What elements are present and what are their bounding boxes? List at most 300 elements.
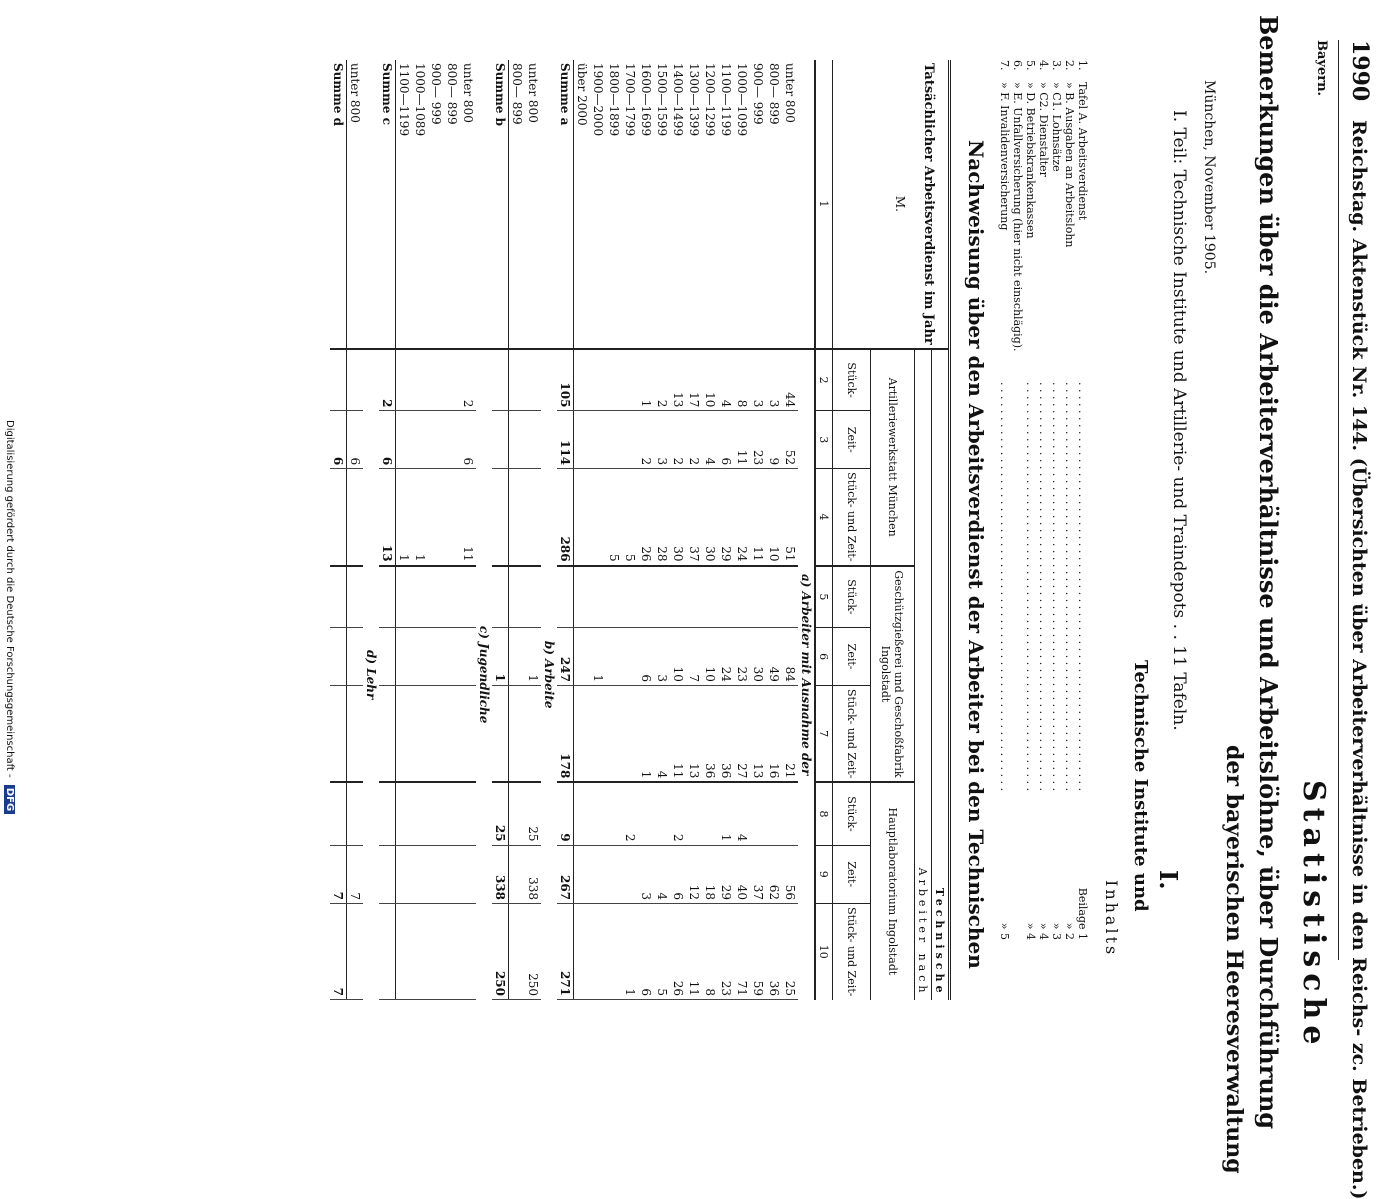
table-row bbox=[347, 60, 364, 1000]
table-cell bbox=[492, 349, 509, 411]
row-label: 800— 899 bbox=[766, 60, 782, 349]
section-heading-row bbox=[798, 60, 815, 1000]
table-cell: 59 bbox=[750, 904, 766, 1000]
table-cell: 286 bbox=[557, 469, 574, 566]
row-label: Summe c bbox=[379, 60, 396, 349]
table-cell: 6 bbox=[670, 845, 686, 903]
table-cell: 5 bbox=[622, 469, 638, 566]
table-cell bbox=[444, 469, 460, 566]
table-cell: 6 bbox=[379, 411, 396, 469]
table-cell bbox=[347, 782, 364, 845]
table-cell bbox=[412, 349, 428, 411]
table-cell bbox=[396, 411, 413, 469]
table-cell bbox=[509, 628, 526, 686]
table-cell: 6 bbox=[638, 904, 654, 1000]
table-cell: 338 bbox=[492, 845, 509, 903]
table-cell: 114 bbox=[557, 411, 574, 469]
group-sub: Arbeiter nach bbox=[915, 349, 932, 1000]
table-cell bbox=[606, 566, 622, 628]
table-cell bbox=[718, 566, 734, 628]
table-cell: 3 bbox=[638, 845, 654, 903]
table-cell: 23 bbox=[734, 628, 750, 686]
subcolumn-header: Zeit- bbox=[833, 628, 871, 686]
row-label: 1000—1089 bbox=[412, 60, 428, 349]
subcolumn-header: Zeit- bbox=[833, 411, 871, 469]
table-cell bbox=[525, 469, 541, 566]
table-cell bbox=[606, 782, 622, 845]
row-label: über 2000 bbox=[574, 60, 591, 349]
table-cell: 13 bbox=[379, 469, 396, 566]
table-cell bbox=[574, 845, 591, 903]
table-cell bbox=[347, 349, 364, 411]
row-label: 1900—2000 bbox=[590, 60, 606, 349]
table-cell: 51 bbox=[782, 469, 798, 566]
row-label: unter 800 bbox=[460, 60, 476, 349]
table-cell bbox=[509, 349, 526, 411]
table-cell bbox=[670, 566, 686, 628]
heading-word: Statistische bbox=[1296, 780, 1331, 1051]
row-label: unter 800 bbox=[525, 60, 541, 349]
table-cell bbox=[412, 685, 428, 782]
table-cell: 247 bbox=[557, 628, 574, 686]
sum-row bbox=[379, 60, 396, 1000]
table-cell bbox=[622, 845, 638, 903]
row-label: unter 800 bbox=[347, 60, 364, 349]
table-cell bbox=[428, 411, 444, 469]
table-cell bbox=[396, 349, 413, 411]
table-cell: 13 bbox=[750, 685, 766, 782]
table-cell bbox=[396, 628, 413, 686]
table-cell: 84 bbox=[782, 628, 798, 686]
table-cell: 2 bbox=[670, 411, 686, 469]
table-cell: 30 bbox=[750, 628, 766, 686]
table-cell bbox=[428, 782, 444, 845]
row-label: 800— 899 bbox=[509, 60, 526, 349]
table-row bbox=[460, 60, 476, 1000]
table-cell: 8 bbox=[734, 349, 750, 411]
row-label: 900— 999 bbox=[428, 60, 444, 349]
table-cell: 6 bbox=[718, 411, 734, 469]
table-cell bbox=[347, 685, 364, 782]
table-cell bbox=[638, 566, 654, 628]
table-cell: 7 bbox=[330, 904, 347, 1000]
group-header-3: Hauptlaboratorium Ingolstadt bbox=[871, 782, 915, 999]
table-row bbox=[590, 60, 606, 1000]
funding-note bbox=[4, 420, 15, 814]
table-cell: 30 bbox=[702, 469, 718, 566]
row-label: Summe a bbox=[557, 60, 574, 349]
table-title: Nachweisung über den Arbeitsverdienst der Arbeiter bei den Technischen bbox=[964, 140, 988, 969]
table-cell: 16 bbox=[766, 685, 782, 782]
table-cell bbox=[509, 411, 526, 469]
table-row bbox=[718, 60, 734, 1000]
roman-one: I. bbox=[1154, 870, 1183, 890]
section-heading-row bbox=[363, 60, 379, 1000]
table-cell: 1 bbox=[638, 685, 654, 782]
table-cell: 25 bbox=[525, 782, 541, 845]
table-cell bbox=[396, 904, 413, 1000]
table-cell bbox=[702, 566, 718, 628]
table-cell bbox=[379, 628, 396, 686]
table-cell bbox=[412, 628, 428, 686]
table-cell: 7 bbox=[347, 845, 364, 903]
row-label: Summe d bbox=[330, 60, 347, 349]
table-cell bbox=[330, 566, 347, 628]
table-cell bbox=[396, 566, 413, 628]
header-rule bbox=[1338, 40, 1339, 960]
section-heading-row bbox=[476, 60, 492, 1000]
table-cell bbox=[412, 904, 428, 1000]
table-cell: 28 bbox=[654, 469, 670, 566]
table-cell bbox=[460, 904, 476, 1000]
table-cell bbox=[622, 411, 638, 469]
table-cell bbox=[330, 349, 347, 411]
table-cell bbox=[509, 904, 526, 1000]
table-row bbox=[686, 60, 702, 1000]
subcolumn-header: Stück- und Zeit- bbox=[833, 904, 871, 1000]
table-cell bbox=[574, 411, 591, 469]
table-cell bbox=[702, 782, 718, 845]
table-cell bbox=[460, 782, 476, 845]
table-cell bbox=[509, 782, 526, 845]
table-cell: 4 bbox=[702, 411, 718, 469]
section-title: d) Lehr bbox=[364, 649, 378, 700]
table-cell bbox=[412, 566, 428, 628]
table-cell: 6 bbox=[638, 628, 654, 686]
table-row bbox=[525, 60, 541, 1000]
row-label: 900— 999 bbox=[750, 60, 766, 349]
table-cell: 4 bbox=[654, 845, 670, 903]
table-cell bbox=[460, 685, 476, 782]
section-title: c) Jugendliche bbox=[477, 625, 491, 724]
subcolumn-header: Stück- bbox=[833, 566, 871, 628]
table-cell: 1 bbox=[412, 469, 428, 566]
table-cell: 62 bbox=[766, 845, 782, 903]
table-cell: 11 bbox=[670, 685, 686, 782]
table-cell bbox=[444, 904, 460, 1000]
table-cell: 6 bbox=[347, 411, 364, 469]
row-label: 1600—1699 bbox=[638, 60, 654, 349]
column-number: 6 bbox=[815, 628, 833, 686]
subcolumn-header: Stück- und Zeit- bbox=[833, 469, 871, 566]
table-cell bbox=[622, 349, 638, 411]
table-cell: 25 bbox=[492, 782, 509, 845]
table-cell bbox=[330, 469, 347, 566]
table-cell bbox=[330, 782, 347, 845]
table-cell: 13 bbox=[686, 685, 702, 782]
toc-item: 7. » F. Invalidenversicherung . . . . . . . . . . . . . . . . . . . . . . . . . . . . . . . . . . . . . . . . . . . . . . . . . . . . . . . . . . . » 5 bbox=[998, 60, 1011, 940]
table-cell: 7 bbox=[686, 628, 702, 686]
table-cell bbox=[396, 782, 413, 845]
table-cell bbox=[525, 685, 541, 782]
table-cell bbox=[379, 685, 396, 782]
table-cell: 11 bbox=[734, 411, 750, 469]
row-label: 1300—1399 bbox=[686, 60, 702, 349]
column-number: 4 bbox=[815, 469, 833, 566]
table-cell bbox=[428, 566, 444, 628]
subcolumn-header: Stück- und Zeit- bbox=[833, 685, 871, 782]
toc-item: 2. » B. Ausgaben an Arbeitslohn . . . . . . . . . . . . . . . . . . . . . . . . . . . . . . . . . . . . . . . . . . . . . . . . . . . . . . . . . . . » 2 bbox=[1063, 60, 1076, 940]
table-row bbox=[654, 60, 670, 1000]
row-label: 1200—1299 bbox=[702, 60, 718, 349]
table-cell bbox=[622, 685, 638, 782]
table-cell bbox=[622, 566, 638, 628]
table-row bbox=[574, 60, 591, 1000]
table-cell bbox=[590, 349, 606, 411]
sum-row bbox=[492, 60, 509, 1000]
table-cell: 1 bbox=[718, 782, 734, 845]
table-cell: 24 bbox=[734, 469, 750, 566]
column-number: 10 bbox=[815, 904, 833, 1000]
table-cell: 2 bbox=[654, 349, 670, 411]
row-label: 800— 899 bbox=[444, 60, 460, 349]
table-row bbox=[702, 60, 718, 1000]
column-number: 2 bbox=[815, 349, 833, 411]
table-cell bbox=[428, 685, 444, 782]
table-cell bbox=[574, 566, 591, 628]
table-cell bbox=[525, 566, 541, 628]
table-cell: 52 bbox=[782, 411, 798, 469]
table-cell bbox=[396, 685, 413, 782]
table-cell bbox=[750, 566, 766, 628]
section-label-spacer bbox=[363, 60, 379, 349]
table-cell bbox=[766, 566, 782, 628]
table-cell: 49 bbox=[766, 628, 782, 686]
table-cell: 4 bbox=[654, 685, 670, 782]
table-cell: 8 bbox=[702, 904, 718, 1000]
table-row bbox=[622, 60, 638, 1000]
table-cell bbox=[557, 566, 574, 628]
table-cell: 37 bbox=[750, 845, 766, 903]
table-cell bbox=[590, 685, 606, 782]
table-cell bbox=[654, 782, 670, 845]
table-row bbox=[638, 60, 654, 1000]
table-cell: 27 bbox=[734, 685, 750, 782]
group-top: Technische bbox=[932, 349, 949, 1000]
table-cell bbox=[509, 469, 526, 566]
table-cell: 37 bbox=[686, 469, 702, 566]
table-cell bbox=[574, 782, 591, 845]
funding-note-text: Digitalisierung gefördert durch die Deutsche Forschungsgemeinschaft - bbox=[4, 420, 15, 778]
table-cell bbox=[574, 469, 591, 566]
table-cell bbox=[734, 566, 750, 628]
group-header-1: Artilleriewerkstatt München bbox=[871, 349, 915, 566]
table-cell bbox=[492, 411, 509, 469]
table-cell bbox=[590, 904, 606, 1000]
row-label: Summe b bbox=[492, 60, 509, 349]
section-title: b) Arbeite bbox=[542, 640, 556, 709]
section-title: Technische Institute und bbox=[1130, 660, 1151, 912]
table-cell: 21 bbox=[782, 685, 798, 782]
table-cell: 10 bbox=[702, 349, 718, 411]
state-label: Bayern. bbox=[1314, 40, 1329, 97]
table-cell bbox=[444, 628, 460, 686]
table-cell: 11 bbox=[686, 904, 702, 1000]
table-cell: 24 bbox=[718, 628, 734, 686]
subcolumn-header: Zeit- bbox=[833, 845, 871, 903]
table-cell bbox=[492, 685, 509, 782]
sum-row bbox=[557, 60, 574, 1000]
table-cell: 23 bbox=[750, 411, 766, 469]
table-cell bbox=[412, 845, 428, 903]
place-date: München, November 1905. bbox=[1201, 80, 1217, 275]
dfg-logo: DFG bbox=[4, 785, 15, 814]
table-cell: 13 bbox=[670, 349, 686, 411]
table-cell bbox=[444, 685, 460, 782]
table-cell bbox=[590, 845, 606, 903]
table-row bbox=[782, 60, 798, 1000]
table-cell bbox=[428, 845, 444, 903]
column-number: 8 bbox=[815, 782, 833, 845]
table-cell: 1 bbox=[622, 904, 638, 1000]
table-cell bbox=[412, 411, 428, 469]
table-cell: 7 bbox=[330, 845, 347, 903]
table-cell: 12 bbox=[686, 845, 702, 903]
table-cell: 2 bbox=[379, 349, 396, 411]
table-cell bbox=[428, 349, 444, 411]
table-cell bbox=[379, 782, 396, 845]
table-cell bbox=[330, 685, 347, 782]
corner-unit: M. bbox=[893, 195, 907, 212]
table-cell: 9 bbox=[766, 411, 782, 469]
table-cell bbox=[574, 685, 591, 782]
table-cell: 29 bbox=[718, 845, 734, 903]
group-header-2: Geschützgießerei und Geschoßfabrik Ingolstadt bbox=[871, 566, 915, 783]
toc-item: 3. » C1. Lohnsätze . . . . . . . . . . . . . . . . . . . . . . . . . . . . . . . . . . . . . . . . . . . . . . . . . . . . . . . . . . . » 3 bbox=[1050, 60, 1063, 940]
table-cell bbox=[379, 904, 396, 1000]
table-cell bbox=[347, 628, 364, 686]
table-cell: 71 bbox=[734, 904, 750, 1000]
row-label: 1800—1899 bbox=[606, 60, 622, 349]
table-cell: 3 bbox=[654, 411, 670, 469]
corner-header bbox=[833, 60, 949, 349]
table-cell: 3 bbox=[654, 628, 670, 686]
table-cell bbox=[396, 845, 413, 903]
table-cell bbox=[347, 566, 364, 628]
sum-row bbox=[330, 60, 347, 1000]
table-cell bbox=[492, 566, 509, 628]
table-cell bbox=[606, 845, 622, 903]
table-cell bbox=[330, 628, 347, 686]
table-cell: 26 bbox=[638, 469, 654, 566]
table-cell: 3 bbox=[750, 349, 766, 411]
table-cell bbox=[412, 782, 428, 845]
table-cell bbox=[444, 782, 460, 845]
column-number: 9 bbox=[815, 845, 833, 903]
table-cell: 338 bbox=[525, 845, 541, 903]
part-label: I. Teil: Technische Institute und Artillerie- und Traindepots . . 11 Tafeln. bbox=[1169, 110, 1189, 731]
table-row bbox=[766, 60, 782, 1000]
table-cell bbox=[574, 628, 591, 686]
table-cell bbox=[525, 411, 541, 469]
table-cell: 5 bbox=[654, 904, 670, 1000]
table-row bbox=[606, 60, 622, 1000]
table-cell bbox=[686, 566, 702, 628]
table-cell: 56 bbox=[782, 845, 798, 903]
column-number: 3 bbox=[815, 411, 833, 469]
table-cell: 1 bbox=[492, 628, 509, 686]
section-heading-row bbox=[541, 60, 557, 1000]
table-cell: 18 bbox=[702, 845, 718, 903]
table-cell: 10 bbox=[766, 469, 782, 566]
table-cell bbox=[606, 628, 622, 686]
table-cell bbox=[509, 685, 526, 782]
table-cell: 25 bbox=[782, 904, 798, 1000]
row-label: 1500—1599 bbox=[654, 60, 670, 349]
table-cell bbox=[782, 566, 798, 628]
table-cell: 5 bbox=[606, 469, 622, 566]
table-cell bbox=[525, 349, 541, 411]
table-cell: 6 bbox=[330, 411, 347, 469]
corner-title: Tatsächlicher Arbeitsverdienst im Jahr bbox=[921, 63, 936, 345]
column-number: 7 bbox=[815, 685, 833, 782]
table-cell: 10 bbox=[702, 628, 718, 686]
table-cell bbox=[444, 845, 460, 903]
table-cell bbox=[686, 782, 702, 845]
row-label: unter 800 bbox=[782, 60, 798, 349]
table-cell: 2 bbox=[638, 411, 654, 469]
section-label-spacer bbox=[541, 60, 557, 349]
table-cell: 2 bbox=[670, 782, 686, 845]
table-cell: 29 bbox=[718, 469, 734, 566]
table-cell: 1 bbox=[525, 628, 541, 686]
table-cell bbox=[492, 469, 509, 566]
table-row bbox=[428, 60, 444, 1000]
table-cell: 30 bbox=[670, 469, 686, 566]
toc-item: 6. » E. Unfallversicherung (hier nicht einschlägig). bbox=[1011, 60, 1024, 352]
table-cell bbox=[606, 904, 622, 1000]
table-cell bbox=[460, 566, 476, 628]
table-cell: 36 bbox=[766, 904, 782, 1000]
table-cell bbox=[766, 782, 782, 845]
table-cell bbox=[460, 628, 476, 686]
table-of-contents bbox=[998, 60, 1089, 940]
row-label: 1700—1799 bbox=[622, 60, 638, 349]
table-cell: 2 bbox=[622, 782, 638, 845]
heading-line1: Bemerkungen über die Arbeiterverhältnisse und Arbeitslöhne, über Durchführung bbox=[1254, 15, 1283, 1130]
table-cell bbox=[750, 782, 766, 845]
column-number: 1 bbox=[815, 60, 833, 349]
table-cell bbox=[590, 566, 606, 628]
table-cell: 1 bbox=[638, 349, 654, 411]
toc-item: 4. » C2. Dienstalter . . . . . . . . . . . . . . . . . . . . . . . . . . . . . . . . . . . . . . . . . . . . . . . . . . . . . . . . . . . » 4 bbox=[1037, 60, 1050, 940]
table-cell bbox=[347, 469, 364, 566]
table-cell bbox=[638, 782, 654, 845]
table-cell: 1 bbox=[396, 469, 413, 566]
table-cell: 6 bbox=[460, 411, 476, 469]
table-cell bbox=[574, 904, 591, 1000]
table-cell: 250 bbox=[492, 904, 509, 1000]
table-cell bbox=[606, 411, 622, 469]
section-label-spacer bbox=[476, 60, 492, 349]
table-row bbox=[670, 60, 686, 1000]
table-cell: 178 bbox=[557, 685, 574, 782]
table-cell: 44 bbox=[782, 349, 798, 411]
page-number: 1990 bbox=[1347, 40, 1373, 102]
table-cell: 9 bbox=[557, 782, 574, 845]
table-cell bbox=[428, 469, 444, 566]
row-label: 1100—1199 bbox=[718, 60, 734, 349]
table-cell: 1 bbox=[590, 628, 606, 686]
table-cell: 3 bbox=[766, 349, 782, 411]
table-cell bbox=[590, 469, 606, 566]
table-wrapper bbox=[330, 60, 951, 1000]
table-row bbox=[396, 60, 413, 1000]
table-cell bbox=[428, 628, 444, 686]
table-cell bbox=[654, 566, 670, 628]
table-row bbox=[750, 60, 766, 1000]
contents-label: Inhalts bbox=[1102, 880, 1121, 958]
